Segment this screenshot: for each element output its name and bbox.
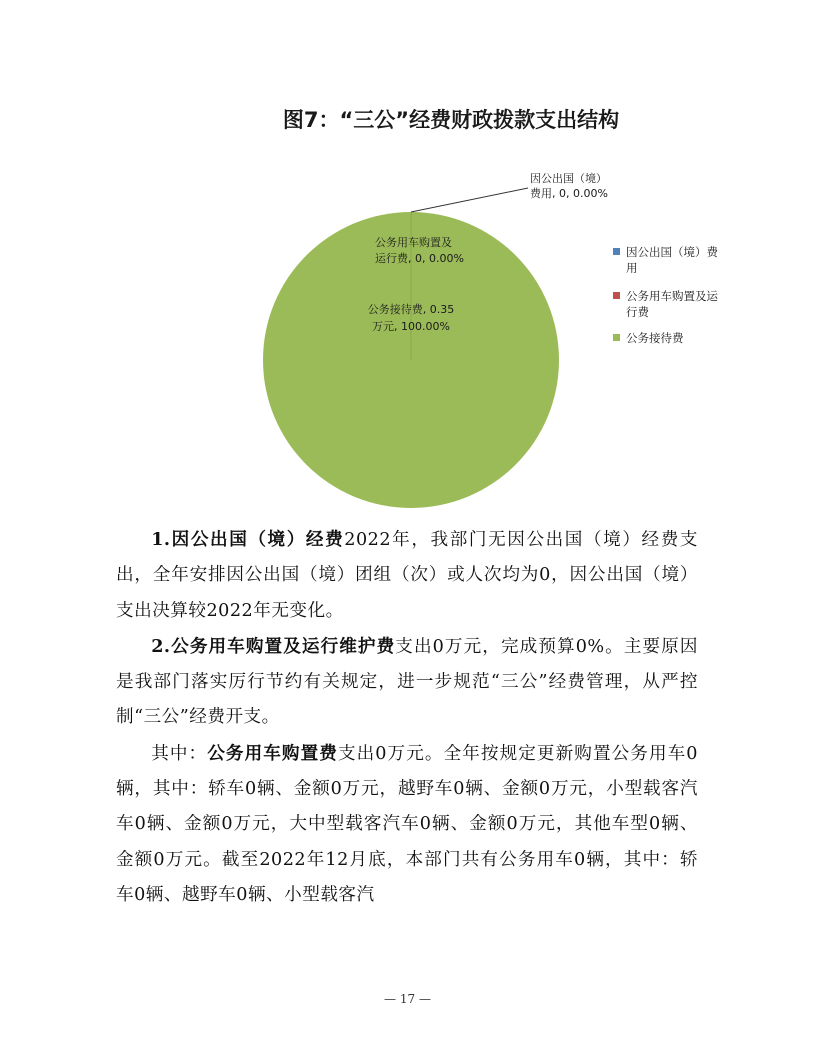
paragraph-vehicle <box>116 629 698 736</box>
legend-swatch-reception <box>613 334 620 341</box>
heading-vehicle: 2.公务用车购置及运行维护费 <box>151 635 396 657</box>
heading-vehicle-purchase: 公务用车购置费 <box>207 742 338 764</box>
paragraph-vehicle-purchase <box>116 736 698 913</box>
legend-label-vehicle-line1: 公务用车购置及运 <box>626 289 718 303</box>
paragraph-overseas <box>116 522 698 629</box>
legend-label-vehicle-line2: 行费 <box>626 305 649 319</box>
page-number: — 17 — <box>384 992 431 1006</box>
paragraph-prefix: 其中： <box>151 743 208 764</box>
data-label-overseas-line1: 因公出国（境） <box>530 172 607 185</box>
legend-label-reception: 公务接待费 <box>626 331 684 345</box>
legend-label-overseas-line1: 因公出国（境）费 <box>626 245 718 259</box>
body-text <box>116 522 698 913</box>
legend <box>613 245 718 345</box>
pie-chart-figure <box>0 0 815 520</box>
data-label-reception-line2: 万元, 100.00% <box>372 320 450 333</box>
heading-overseas: 1.因公出国（境）经费 <box>151 529 345 550</box>
paragraph-vehicle-purchase-text: 支出0万元。全年按规定更新购置公务用车0辆，其中：轿车0辆、金额0万元，越野车0辆、金额0万元，小型载客汽车0辆、金额0万元，大中型载客汽车0辆、金额0万元，其他车型0辆、金额0万元。截至2022年12月底，本部门共有公务用车0辆，其中：轿车0辆、越野车0辆、小型载客汽 <box>116 743 698 905</box>
data-label-overseas-line2: 费用, 0, 0.00% <box>530 187 608 200</box>
legend-swatch-vehicle <box>613 292 620 299</box>
chart-title: 图7：“三公”经费财政拨款支出结构 <box>282 108 620 132</box>
legend-label-overseas-line2: 用 <box>626 261 638 275</box>
paragraph-vehicle-text: 支出0万元，完成预算0%。主要原因是我部门落实厉行节约有关规定，进一步规范“三公”经费管理，从严控制“三公”经费开支。 <box>116 636 698 728</box>
data-label-reception-line1: 公务接待费, 0.35 <box>367 303 455 316</box>
legend-swatch-overseas <box>613 248 620 255</box>
data-label-vehicle-line2: 运行费, 0, 0.00% <box>375 252 464 265</box>
pie-chart <box>0 0 815 520</box>
data-label-vehicle-line1: 公务用车购置及 <box>375 236 452 249</box>
leader-line <box>411 188 528 212</box>
paragraph-overseas-text: 2022年，我部门无因公出国（境）经费支出，全年安排因公出国（境）团组（次）或人次均为0，因公出国（境）支出决算较2022年无变化。 <box>116 530 698 621</box>
